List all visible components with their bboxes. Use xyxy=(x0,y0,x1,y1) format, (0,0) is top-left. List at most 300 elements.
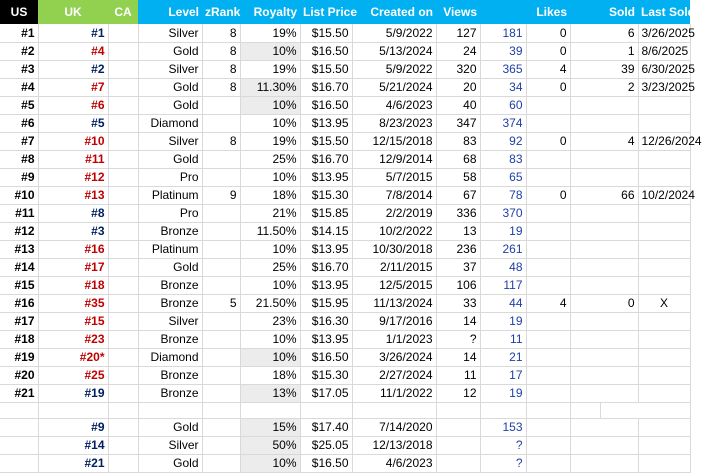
list-price-cell[interactable]: $15.95 xyxy=(300,294,352,312)
views-cell[interactable] xyxy=(436,418,480,436)
uk-rank-cell[interactable]: #4 xyxy=(38,42,108,60)
views-updated-cell[interactable]: 153 xyxy=(480,418,526,436)
ca-rank-cell[interactable] xyxy=(108,60,138,78)
views-updated-cell[interactable]: 34 xyxy=(480,78,526,96)
uk-rank-cell[interactable]: #20* xyxy=(38,348,108,366)
views-updated-cell[interactable]: 92 xyxy=(480,132,526,150)
us-rank-cell[interactable]: #3 xyxy=(0,60,38,78)
list-price-cell[interactable]: $16.30 xyxy=(300,312,352,330)
list-price-cell[interactable]: $17.40 xyxy=(300,418,352,436)
ca-rank-cell[interactable] xyxy=(108,294,138,312)
sold-cell[interactable] xyxy=(570,150,638,168)
ca-rank-cell[interactable] xyxy=(108,436,138,454)
sold-cell[interactable]: 2 xyxy=(570,78,638,96)
header-royalty[interactable]: Royalty xyxy=(240,0,300,24)
level-cell[interactable]: Gold xyxy=(138,418,202,436)
uk-rank-cell[interactable]: #9 xyxy=(38,418,108,436)
views-cell[interactable]: 37 xyxy=(436,258,480,276)
created-on-cell[interactable]: 8/23/2023 xyxy=(352,114,436,132)
likes-cell[interactable] xyxy=(526,258,570,276)
sold-cell[interactable] xyxy=(570,258,638,276)
sold-cell[interactable]: 6 xyxy=(570,24,638,42)
us-rank-cell[interactable] xyxy=(0,454,38,472)
uk-rank-cell[interactable]: #2 xyxy=(38,60,108,78)
sold-cell[interactable]: 1 xyxy=(570,42,638,60)
zrank-cell[interactable] xyxy=(202,204,240,222)
sold-cell[interactable] xyxy=(570,348,638,366)
royalty-cell[interactable]: 21.50% xyxy=(240,294,300,312)
sold-cell[interactable] xyxy=(570,168,638,186)
empty-cell[interactable] xyxy=(108,402,138,418)
zrank-cell[interactable] xyxy=(202,348,240,366)
views-cell[interactable]: 68 xyxy=(436,150,480,168)
views-cell[interactable]: 12 xyxy=(436,384,480,402)
ca-rank-cell[interactable] xyxy=(108,276,138,294)
uk-rank-cell[interactable]: #1 xyxy=(38,24,108,42)
empty-cell[interactable] xyxy=(300,402,352,418)
sold-cell[interactable] xyxy=(570,366,638,384)
level-cell[interactable]: Bronze xyxy=(138,330,202,348)
views-cell[interactable]: 40 xyxy=(436,96,480,114)
zrank-cell[interactable] xyxy=(202,418,240,436)
last-sold-date-cell[interactable] xyxy=(638,168,690,186)
zrank-cell[interactable]: 5 xyxy=(202,294,240,312)
ca-rank-cell[interactable] xyxy=(108,24,138,42)
likes-cell[interactable] xyxy=(526,222,570,240)
views-updated-cell[interactable]: ? xyxy=(480,436,526,454)
us-rank-cell[interactable]: #9 xyxy=(0,168,38,186)
likes-cell[interactable] xyxy=(526,240,570,258)
likes-cell[interactable]: 0 xyxy=(526,42,570,60)
uk-rank-cell[interactable]: #25 xyxy=(38,366,108,384)
zrank-cell[interactable]: 8 xyxy=(202,24,240,42)
level-cell[interactable]: Bronze xyxy=(138,276,202,294)
level-cell[interactable]: Bronze xyxy=(138,222,202,240)
ca-rank-cell[interactable] xyxy=(108,132,138,150)
zrank-cell[interactable] xyxy=(202,436,240,454)
sold-cell[interactable] xyxy=(570,114,638,132)
royalty-cell[interactable]: 18% xyxy=(240,186,300,204)
level-cell[interactable]: Platinum xyxy=(138,186,202,204)
views-updated-cell[interactable]: 48 xyxy=(480,258,526,276)
views-cell[interactable]: 67 xyxy=(436,186,480,204)
created-on-cell[interactable]: 12/15/2018 xyxy=(352,132,436,150)
ca-rank-cell[interactable] xyxy=(108,258,138,276)
ca-rank-cell[interactable] xyxy=(108,384,138,402)
list-price-cell[interactable]: $14.15 xyxy=(300,222,352,240)
royalty-cell[interactable]: 11.50% xyxy=(240,222,300,240)
us-rank-cell[interactable]: #16 xyxy=(0,294,38,312)
header-blank[interactable] xyxy=(480,0,526,24)
header-views[interactable]: Views xyxy=(436,0,480,24)
royalty-cell[interactable]: 23% xyxy=(240,312,300,330)
uk-rank-cell[interactable]: #13 xyxy=(38,186,108,204)
us-rank-cell[interactable]: #6 xyxy=(0,114,38,132)
created-on-cell[interactable]: 11/1/2022 xyxy=(352,384,436,402)
level-cell[interactable]: Gold xyxy=(138,454,202,472)
royalty-cell[interactable]: 19% xyxy=(240,132,300,150)
last-sold-date-cell[interactable]: 3/26/2025 xyxy=(638,24,690,42)
last-sold-date-cell[interactable]: 6/30/2025 xyxy=(638,60,690,78)
views-cell[interactable]: ? xyxy=(436,330,480,348)
created-on-cell[interactable]: 7/8/2014 xyxy=(352,186,436,204)
royalty-cell[interactable]: 15% xyxy=(240,418,300,436)
list-price-cell[interactable]: $15.85 xyxy=(300,204,352,222)
royalty-cell[interactable]: 10% xyxy=(240,330,300,348)
level-cell[interactable]: Silver xyxy=(138,132,202,150)
level-cell[interactable]: Bronze xyxy=(138,294,202,312)
royalty-cell[interactable]: 13% xyxy=(240,384,300,402)
created-on-cell[interactable]: 4/6/2023 xyxy=(352,96,436,114)
ca-rank-cell[interactable] xyxy=(108,186,138,204)
last-sold-date-cell[interactable] xyxy=(638,312,690,330)
uk-rank-cell[interactable]: #10 xyxy=(38,132,108,150)
zrank-cell[interactable]: 8 xyxy=(202,132,240,150)
list-price-cell[interactable]: $16.50 xyxy=(300,454,352,472)
views-updated-cell[interactable]: 19 xyxy=(480,222,526,240)
sold-cell[interactable] xyxy=(570,276,638,294)
royalty-cell[interactable]: 10% xyxy=(240,42,300,60)
ca-rank-cell[interactable] xyxy=(108,348,138,366)
uk-rank-cell[interactable]: #18 xyxy=(38,276,108,294)
likes-cell[interactable] xyxy=(526,312,570,330)
us-rank-cell[interactable]: #7 xyxy=(0,132,38,150)
likes-cell[interactable]: 0 xyxy=(526,24,570,42)
us-rank-cell[interactable]: #4 xyxy=(0,78,38,96)
created-on-cell[interactable]: 5/7/2015 xyxy=(352,168,436,186)
us-rank-cell[interactable]: #19 xyxy=(0,348,38,366)
last-sold-date-cell[interactable] xyxy=(638,114,690,132)
uk-rank-cell[interactable]: #12 xyxy=(38,168,108,186)
last-sold-date-cell[interactable] xyxy=(638,150,690,168)
ca-rank-cell[interactable] xyxy=(108,42,138,60)
uk-rank-cell[interactable]: #3 xyxy=(38,222,108,240)
ca-rank-cell[interactable] xyxy=(108,168,138,186)
header-level[interactable]: Level xyxy=(138,0,202,24)
created-on-cell[interactable]: 3/26/2024 xyxy=(352,348,436,366)
uk-rank-cell[interactable]: #5 xyxy=(38,114,108,132)
last-sold-date-cell[interactable]: 8/6/2025 xyxy=(638,42,690,60)
last-sold-date-cell[interactable] xyxy=(638,276,690,294)
likes-cell[interactable] xyxy=(526,96,570,114)
level-cell[interactable]: Silver xyxy=(138,436,202,454)
last-sold-date-cell[interactable] xyxy=(638,348,690,366)
header-last-sold-date[interactable]: Last Sold Date xyxy=(638,0,690,24)
us-rank-cell[interactable] xyxy=(0,418,38,436)
list-price-cell[interactable]: $15.50 xyxy=(300,24,352,42)
zrank-cell[interactable] xyxy=(202,454,240,472)
uk-rank-cell[interactable]: #16 xyxy=(38,240,108,258)
list-price-cell[interactable]: $13.95 xyxy=(300,330,352,348)
likes-cell[interactable]: 0 xyxy=(526,78,570,96)
created-on-cell[interactable]: 12/9/2014 xyxy=(352,150,436,168)
likes-cell[interactable] xyxy=(526,330,570,348)
sold-cell[interactable] xyxy=(570,312,638,330)
uk-rank-cell[interactable]: #11 xyxy=(38,150,108,168)
created-on-cell[interactable]: 5/9/2022 xyxy=(352,24,436,42)
sold-cell[interactable]: 0 xyxy=(570,294,638,312)
views-updated-cell[interactable]: ? xyxy=(480,454,526,472)
level-cell[interactable]: Diamond xyxy=(138,348,202,366)
level-cell[interactable]: Pro xyxy=(138,204,202,222)
views-updated-cell[interactable]: 11 xyxy=(480,330,526,348)
last-sold-date-cell[interactable]: 12/26/2024 xyxy=(638,132,690,150)
list-price-cell[interactable]: $13.95 xyxy=(300,168,352,186)
last-sold-date-cell[interactable] xyxy=(638,454,690,472)
views-updated-cell[interactable]: 60 xyxy=(480,96,526,114)
zrank-cell[interactable] xyxy=(202,96,240,114)
views-cell[interactable]: 336 xyxy=(436,204,480,222)
uk-rank-cell[interactable]: #19 xyxy=(38,384,108,402)
views-updated-cell[interactable]: 370 xyxy=(480,204,526,222)
empty-cell[interactable] xyxy=(202,402,240,418)
views-updated-cell[interactable]: 17 xyxy=(480,366,526,384)
last-sold-date-cell[interactable] xyxy=(638,384,690,402)
level-cell[interactable]: Gold xyxy=(138,96,202,114)
ca-rank-cell[interactable] xyxy=(108,114,138,132)
views-cell[interactable]: 33 xyxy=(436,294,480,312)
views-cell[interactable]: 347 xyxy=(436,114,480,132)
empty-cell[interactable] xyxy=(436,402,480,418)
sold-cell[interactable]: 4 xyxy=(570,132,638,150)
royalty-cell[interactable]: 10% xyxy=(240,276,300,294)
us-rank-cell[interactable]: #12 xyxy=(0,222,38,240)
list-price-cell[interactable]: $16.50 xyxy=(300,42,352,60)
views-updated-cell[interactable]: 181 xyxy=(480,24,526,42)
likes-cell[interactable] xyxy=(526,384,570,402)
likes-cell[interactable] xyxy=(526,114,570,132)
empty-cell[interactable] xyxy=(138,402,202,418)
views-cell[interactable]: 106 xyxy=(436,276,480,294)
list-price-cell[interactable]: $17.05 xyxy=(300,384,352,402)
zrank-cell[interactable] xyxy=(202,222,240,240)
views-cell[interactable]: 320 xyxy=(436,60,480,78)
likes-cell[interactable]: 0 xyxy=(526,186,570,204)
views-updated-cell[interactable]: 39 xyxy=(480,42,526,60)
views-updated-cell[interactable]: 19 xyxy=(480,312,526,330)
last-sold-date-cell[interactable] xyxy=(638,258,690,276)
royalty-cell[interactable]: 10% xyxy=(240,114,300,132)
list-price-cell[interactable]: $16.70 xyxy=(300,150,352,168)
created-on-cell[interactable]: 10/2/2022 xyxy=(352,222,436,240)
likes-cell[interactable] xyxy=(526,276,570,294)
header-list-price[interactable]: List Price xyxy=(300,0,352,24)
list-price-cell[interactable]: $13.95 xyxy=(300,276,352,294)
us-rank-cell[interactable]: #18 xyxy=(0,330,38,348)
last-sold-date-cell[interactable]: X xyxy=(638,294,690,312)
royalty-cell[interactable]: 10% xyxy=(240,168,300,186)
created-on-cell[interactable]: 2/11/2015 xyxy=(352,258,436,276)
likes-cell[interactable] xyxy=(526,168,570,186)
empty-cell[interactable] xyxy=(352,402,436,418)
ca-rank-cell[interactable] xyxy=(108,366,138,384)
sold-cell[interactable] xyxy=(570,418,638,436)
royalty-cell[interactable]: 10% xyxy=(240,96,300,114)
created-on-cell[interactable]: 1/1/2023 xyxy=(352,330,436,348)
created-on-cell[interactable]: 12/5/2015 xyxy=(352,276,436,294)
sold-cell[interactable] xyxy=(570,240,638,258)
list-price-cell[interactable]: $15.50 xyxy=(300,132,352,150)
level-cell[interactable]: Gold xyxy=(138,258,202,276)
views-updated-cell[interactable]: 83 xyxy=(480,150,526,168)
created-on-cell[interactable]: 5/13/2024 xyxy=(352,42,436,60)
views-cell[interactable]: 20 xyxy=(436,78,480,96)
royalty-cell[interactable]: 19% xyxy=(240,24,300,42)
zrank-cell[interactable] xyxy=(202,240,240,258)
us-rank-cell[interactable]: #13 xyxy=(0,240,38,258)
level-cell[interactable]: Bronze xyxy=(138,384,202,402)
header-zrank[interactable]: zRank xyxy=(202,0,240,24)
views-updated-cell[interactable]: 19 xyxy=(480,384,526,402)
list-price-cell[interactable]: $13.95 xyxy=(300,114,352,132)
uk-rank-cell[interactable]: #17 xyxy=(38,258,108,276)
header-created-on[interactable]: Created on xyxy=(352,0,436,24)
views-updated-cell[interactable]: 365 xyxy=(480,60,526,78)
header-us[interactable]: US xyxy=(0,0,38,24)
uk-rank-cell[interactable]: #7 xyxy=(38,78,108,96)
zrank-cell[interactable] xyxy=(202,258,240,276)
list-price-cell[interactable]: $16.70 xyxy=(300,78,352,96)
empty-cell[interactable] xyxy=(570,402,600,418)
sold-cell[interactable] xyxy=(570,454,638,472)
us-rank-cell[interactable]: #15 xyxy=(0,276,38,294)
last-sold-date-cell[interactable] xyxy=(638,436,690,454)
royalty-cell[interactable]: 10% xyxy=(240,240,300,258)
last-sold-date-cell[interactable] xyxy=(638,330,690,348)
list-price-cell[interactable]: $15.30 xyxy=(300,366,352,384)
empty-cell[interactable] xyxy=(38,402,108,418)
created-on-cell[interactable]: 9/17/2016 xyxy=(352,312,436,330)
us-rank-cell[interactable]: #11 xyxy=(0,204,38,222)
likes-cell[interactable]: 4 xyxy=(526,294,570,312)
uk-rank-cell[interactable]: #23 xyxy=(38,330,108,348)
views-cell[interactable] xyxy=(436,436,480,454)
last-sold-date-cell[interactable]: 10/2/2024 xyxy=(638,186,690,204)
zrank-cell[interactable]: 8 xyxy=(202,42,240,60)
zrank-cell[interactable] xyxy=(202,366,240,384)
empty-cell[interactable] xyxy=(480,402,526,418)
views-cell[interactable]: 58 xyxy=(436,168,480,186)
views-cell[interactable] xyxy=(436,454,480,472)
last-sold-date-cell[interactable] xyxy=(638,418,690,436)
level-cell[interactable]: Pro xyxy=(138,168,202,186)
royalty-cell[interactable]: 25% xyxy=(240,258,300,276)
header-uk[interactable]: UK xyxy=(38,0,108,24)
zrank-cell[interactable] xyxy=(202,330,240,348)
us-rank-cell[interactable]: #21 xyxy=(0,384,38,402)
sold-cell[interactable]: 66 xyxy=(570,186,638,204)
ca-rank-cell[interactable] xyxy=(108,204,138,222)
uk-rank-cell[interactable]: #35 xyxy=(38,294,108,312)
created-on-cell[interactable]: 12/13/2018 xyxy=(352,436,436,454)
views-cell[interactable]: 24 xyxy=(436,42,480,60)
level-cell[interactable]: Platinum xyxy=(138,240,202,258)
list-price-cell[interactable]: $16.50 xyxy=(300,348,352,366)
level-cell[interactable]: Bronze xyxy=(138,366,202,384)
ca-rank-cell[interactable] xyxy=(108,96,138,114)
us-rank-cell[interactable]: #10 xyxy=(0,186,38,204)
zrank-cell[interactable]: 8 xyxy=(202,60,240,78)
views-cell[interactable]: 14 xyxy=(436,348,480,366)
likes-cell[interactable] xyxy=(526,348,570,366)
us-rank-cell[interactable]: #2 xyxy=(0,42,38,60)
level-cell[interactable]: Silver xyxy=(138,60,202,78)
likes-cell[interactable]: 4 xyxy=(526,60,570,78)
ca-rank-cell[interactable] xyxy=(108,418,138,436)
zrank-cell[interactable] xyxy=(202,384,240,402)
level-cell[interactable]: Gold xyxy=(138,150,202,168)
sold-cell[interactable] xyxy=(570,330,638,348)
last-sold-date-cell[interactable] xyxy=(638,366,690,384)
views-updated-cell[interactable]: 21 xyxy=(480,348,526,366)
ca-rank-cell[interactable] xyxy=(108,312,138,330)
sold-cell[interactable] xyxy=(570,222,638,240)
created-on-cell[interactable]: 2/27/2024 xyxy=(352,366,436,384)
likes-cell[interactable]: 0 xyxy=(526,132,570,150)
zrank-cell[interactable]: 9 xyxy=(202,186,240,204)
level-cell[interactable]: Gold xyxy=(138,42,202,60)
created-on-cell[interactable]: 5/9/2022 xyxy=(352,60,436,78)
level-cell[interactable]: Silver xyxy=(138,312,202,330)
us-rank-cell[interactable] xyxy=(0,436,38,454)
last-sold-date-cell[interactable] xyxy=(638,204,690,222)
likes-cell[interactable] xyxy=(526,204,570,222)
sold-cell[interactable] xyxy=(570,204,638,222)
us-rank-cell[interactable]: #5 xyxy=(0,96,38,114)
royalty-cell[interactable]: 11.30% xyxy=(240,78,300,96)
header-ca[interactable]: CA xyxy=(108,0,138,24)
header-sold[interactable]: Sold xyxy=(570,0,638,24)
ca-rank-cell[interactable] xyxy=(108,454,138,472)
last-sold-date-cell[interactable] xyxy=(638,240,690,258)
likes-cell[interactable] xyxy=(526,454,570,472)
ca-rank-cell[interactable] xyxy=(108,240,138,258)
royalty-cell[interactable]: 10% xyxy=(240,348,300,366)
list-price-cell[interactable]: $13.95 xyxy=(300,240,352,258)
last-sold-date-cell[interactable]: 3/23/2025 xyxy=(638,78,690,96)
views-cell[interactable]: 11 xyxy=(436,366,480,384)
last-sold-date-cell[interactable] xyxy=(638,222,690,240)
sold-cell[interactable] xyxy=(570,384,638,402)
views-updated-cell[interactable]: 78 xyxy=(480,186,526,204)
royalty-cell[interactable]: 18% xyxy=(240,366,300,384)
likes-cell[interactable] xyxy=(526,150,570,168)
ca-rank-cell[interactable] xyxy=(108,222,138,240)
royalty-cell[interactable]: 10% xyxy=(240,454,300,472)
sold-cell[interactable] xyxy=(570,96,638,114)
us-rank-cell[interactable]: #8 xyxy=(0,150,38,168)
likes-cell[interactable] xyxy=(526,418,570,436)
sold-cell[interactable] xyxy=(570,436,638,454)
us-rank-cell[interactable]: #20 xyxy=(0,366,38,384)
views-updated-cell[interactable]: 374 xyxy=(480,114,526,132)
uk-rank-cell[interactable]: #15 xyxy=(38,312,108,330)
created-on-cell[interactable]: 10/30/2018 xyxy=(352,240,436,258)
level-cell[interactable]: Silver xyxy=(138,24,202,42)
created-on-cell[interactable]: 7/14/2020 xyxy=(352,418,436,436)
empty-cell[interactable] xyxy=(240,402,300,418)
views-updated-cell[interactable]: 44 xyxy=(480,294,526,312)
royalty-cell[interactable]: 19% xyxy=(240,60,300,78)
empty-cell[interactable] xyxy=(600,402,690,418)
ca-rank-cell[interactable] xyxy=(108,150,138,168)
uk-rank-cell[interactable]: #8 xyxy=(38,204,108,222)
views-cell[interactable]: 83 xyxy=(436,132,480,150)
empty-cell[interactable] xyxy=(0,402,38,418)
level-cell[interactable]: Gold xyxy=(138,78,202,96)
created-on-cell[interactable]: 5/21/2024 xyxy=(352,78,436,96)
list-price-cell[interactable]: $15.50 xyxy=(300,60,352,78)
